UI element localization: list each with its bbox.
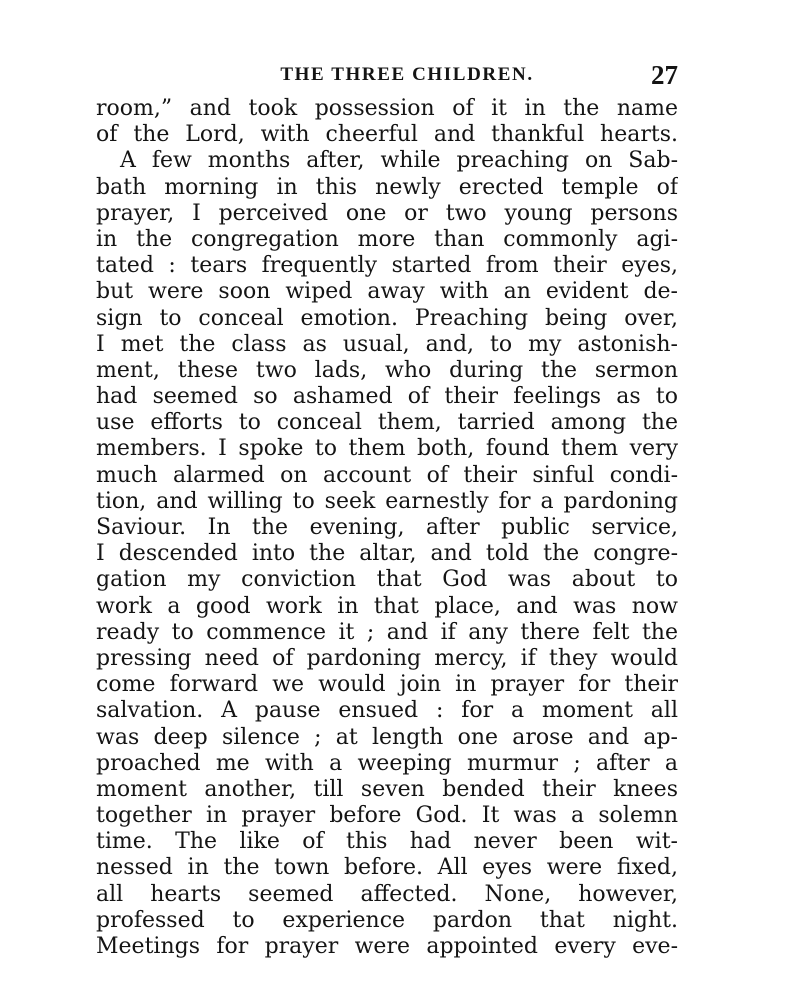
text-line: tion, and willing to seek earnestly for a pardoning <box>96 488 678 514</box>
text-line: was deep silence ; at length one arose and ap- <box>96 724 678 750</box>
text-line: I met the class as usual, and, to my astonish- <box>96 331 678 357</box>
text-line: salvation. A pause ensued : for a moment all <box>96 698 678 724</box>
text-line: had seemed so ashamed of their feelings as to <box>96 384 678 410</box>
text-line: sign to conceal emotion. Preaching being over, <box>96 305 678 331</box>
text-line: but were soon wiped away with an evident de- <box>96 279 678 305</box>
running-title: THE THREE CHILDREN. <box>280 64 534 85</box>
text-line: of the Lord, with cheerful and thankful hearts. <box>96 122 678 148</box>
text-line: much alarmed on account of their sinful condi- <box>96 462 678 488</box>
text-line: gation my conviction that God was about to <box>96 567 678 593</box>
page-number: 27 <box>651 60 678 90</box>
text-line: I descended into the altar, and told the congre- <box>96 541 678 567</box>
text-line: tated : tears frequently started from their eyes, <box>96 253 678 279</box>
text-line: ready to commence it ; and if any there felt the <box>96 619 678 645</box>
text-line: time. The like of this had never been wit- <box>96 829 678 855</box>
text-line: A few months after, while preaching on Sab- <box>120 148 678 174</box>
text-line: proached me with a weeping murmur ; after a <box>96 750 678 776</box>
text-line: use efforts to conceal them, tarried among the <box>96 410 678 436</box>
text-line: nessed in the town before. All eyes were fixed, <box>96 855 678 881</box>
text-line: bath morning in this newly erected temple of <box>96 174 678 200</box>
text-line: professed to experience pardon that night. <box>96 907 678 933</box>
text-line: Saviour. In the evening, after public service, <box>96 515 678 540</box>
running-head <box>96 60 678 94</box>
body-text <box>96 96 678 960</box>
text-line: together in prayer before God. It was a solemn <box>96 803 678 829</box>
text-line: all hearts seemed affected. None, however, <box>96 881 678 907</box>
text-line: prayer, I perceived one or two young persons <box>96 200 678 226</box>
text-line: Meetings for prayer were appointed every eve- <box>96 934 678 959</box>
text-line: ment, these two lads, who during the sermon <box>96 357 678 383</box>
text-line: moment another, till seven bended their knees <box>96 776 678 802</box>
text-line: come forward we would join in prayer for their <box>96 672 678 698</box>
text-line: in the congregation more than commonly agi- <box>96 226 678 252</box>
text-line: work a good work in that place, and was now <box>96 593 678 619</box>
text-line: room,” and took possession of it in the name <box>96 96 678 121</box>
text-line: pressing need of pardoning mercy, if they would <box>96 645 678 671</box>
text-line: members. I spoke to them both, found them very <box>96 436 678 462</box>
